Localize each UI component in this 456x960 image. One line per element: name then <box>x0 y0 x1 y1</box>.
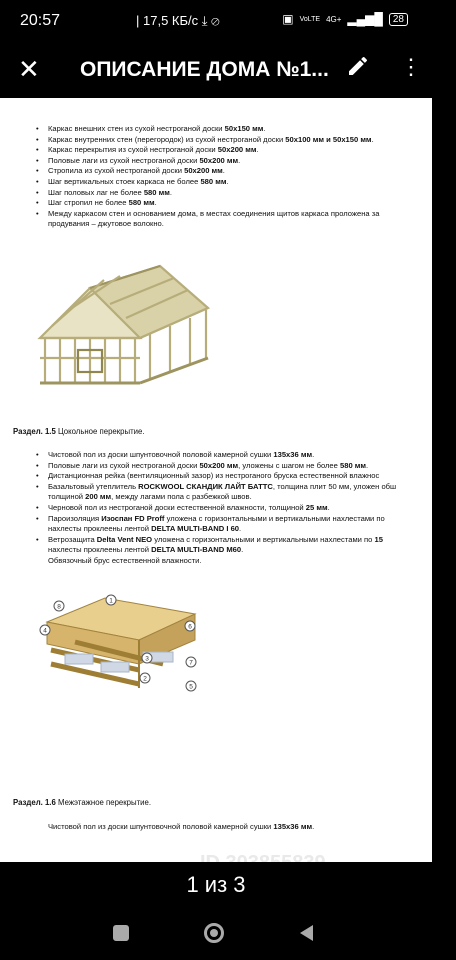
signal-icon: ▂▄▆█ <box>347 12 383 26</box>
more-vert-icon[interactable]: ⋮ <box>400 54 422 79</box>
section-title: Межэтажное перекрытие. <box>58 798 152 807</box>
wifi-calling-icon: ▣ <box>282 12 294 26</box>
home-circle-icon[interactable] <box>204 923 224 943</box>
list-item: • Шаг вертикальных стоек каркаса не более 580 мм. <box>36 177 456 188</box>
network-type: 4G+ <box>326 14 342 24</box>
status-time: 20:57 <box>20 12 61 29</box>
callout-label: 7 <box>189 659 193 667</box>
sync-icon: ⊘ <box>211 13 220 28</box>
download-icon: ⤓ <box>201 13 208 28</box>
app-bar <box>0 44 432 98</box>
volte-label: VoLTE <box>299 15 321 23</box>
callout-label: 2 <box>143 675 147 683</box>
interfloor-spec-list <box>36 822 456 833</box>
list-item: • Половые лаги из сухой нестроганой доски 50х200 мм. <box>36 156 456 167</box>
page-indicator: 1 из 3 <box>0 862 432 908</box>
list-item: • Шаг половых лаг не более 580 мм. <box>36 188 456 199</box>
list-item: • Ветрозащита Delta Vent NEO уложена с горизонтальными и вертикальными нахлестами по 15 <box>36 535 456 546</box>
section-title: Цокольное перекрытие. <box>58 427 145 436</box>
list-item-continuation: продувания – джутовое волокно. <box>48 219 164 229</box>
close-icon[interactable]: ✕ <box>18 54 40 84</box>
list-item-continuation: нахлесты проклеены лентой DELTA MULTI-BAND I 60. <box>48 524 242 534</box>
callout-label: 3 <box>145 655 149 663</box>
section-1-6-heading <box>13 798 151 809</box>
list-item: • Стропила из сухой нестроганой доски 50х200 мм. <box>36 166 456 177</box>
list-item: • Черновой пол из нестроганой доски естественной влажности, толщиной 25 мм. <box>36 503 456 514</box>
callout-label: 8 <box>57 603 61 611</box>
list-item: • Чистовой пол из доски шпунтовочной половой камерной сушки 135х36 мм. <box>36 450 456 461</box>
status-bar <box>0 0 432 44</box>
list-item: • Каркас внутренних стен (перегородок) из сухой нестроганой доски 50х100 мм и 50х150 мм. <box>36 135 456 146</box>
list-item: • Половые лаги из сухой нестроганой доски 50х200 мм, уложены с шагом не более 580 мм. <box>36 461 456 472</box>
page-title: ОПИСАНИЕ ДОМА №1... <box>80 58 329 81</box>
section-number: Раздел. 1.6 <box>13 798 56 807</box>
list-item: • Базальтовый утеплитель ROCKWOOL СКАНДИК ЛАЙТ БАТТС, толщина плит 50 мм, уложен обш <box>36 482 456 493</box>
section-number: Раздел. 1.5 <box>13 427 56 436</box>
floor-layers-diagram <box>35 592 215 702</box>
recents-square-icon[interactable] <box>113 925 129 941</box>
list-item: • Шаг стропил не более 580 мм. <box>36 198 456 209</box>
status-speed-group: | 17,5 КБ/с ⤓ ⊘ <box>136 13 220 28</box>
frame-spec-list <box>36 124 456 230</box>
status-right-group <box>282 12 408 26</box>
battery-icon <box>389 13 408 26</box>
callout-label: 5 <box>189 683 193 691</box>
floor-spec-list <box>36 450 456 567</box>
section-1-5-heading <box>13 427 145 438</box>
battery-level: 28 <box>392 13 404 25</box>
back-triangle-icon[interactable] <box>299 924 315 942</box>
callout-label: 4 <box>43 627 47 635</box>
list-item: • Каркас перекрытия из сухой нестроганой доски 50х200 мм. <box>36 145 456 156</box>
edit-pencil-svg[interactable] <box>346 54 370 78</box>
system-nav-bar <box>0 908 432 960</box>
callout-label: 6 <box>188 623 192 631</box>
list-item: • Дистанционная рейка (вентиляционный зазор) из нестроганого бруска естественной влажнос <box>36 471 456 482</box>
document-page[interactable] <box>0 98 432 862</box>
list-item: • Каркас внешних стен из сухой нестроганой доски 50х150 мм. <box>36 124 456 135</box>
list-item: Чистовой пол из доски шпунтовочной половой камерной сушки 135х36 мм. <box>48 822 315 831</box>
list-item: • Между каркасом стен и основанием дома, в местах соединения щитов каркаса проложена за <box>36 209 456 220</box>
list-item-continuation: нахлесты проклеены лентой DELTA MULTI-BAND M60. <box>48 545 244 555</box>
edit-icon[interactable] <box>346 54 370 85</box>
callout-label: 1 <box>109 597 113 605</box>
list-item-continuation: толщиной 200 мм, между лагами пола с разбежкой швов. <box>48 492 252 502</box>
house-frame-illustration <box>30 258 220 393</box>
list-item: Обвязочный брус естественной влажности. <box>48 555 202 565</box>
status-speed: 17,5 КБ/с <box>143 13 199 28</box>
list-item: • Пароизоляция Изоспан FD Proff уложена с горизонтальными и вертикальными нахлестами по <box>36 514 456 525</box>
